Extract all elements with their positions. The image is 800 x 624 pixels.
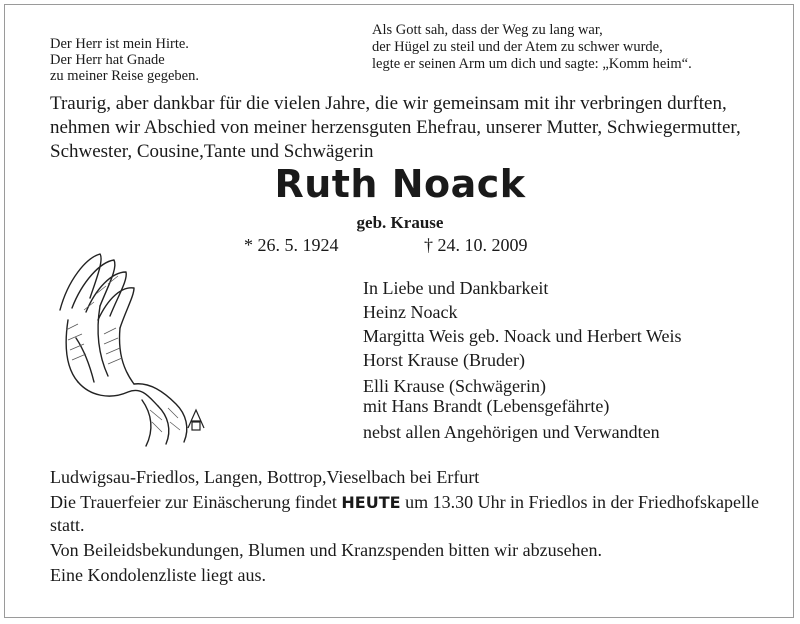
death-date: † 24. 10. 2009 xyxy=(424,235,528,255)
no-condolences-note: Von Beileidsbekundungen, Blumen und Kranzspenden bitten wir abzusehen. xyxy=(50,540,603,560)
mourner-partner: mit Hans Brandt (Lebensgefährte) xyxy=(363,396,610,416)
poem-line: der Hügel zu steil und der Atem zu schwer wurde, xyxy=(372,39,663,55)
service-text-after: um 13.30 Uhr in Friedlos in der Friedhofskapelle statt. xyxy=(50,492,760,535)
mourners-heading: In Liebe und Dankbarkeit xyxy=(363,278,549,298)
praying-hands-drawing xyxy=(38,250,218,450)
mourner-name: Elli Krause (Schwägerin) xyxy=(363,376,546,396)
psalm-line: Der Herr ist mein Hirte. xyxy=(50,36,189,52)
mourner-name: Horst Krause (Bruder) xyxy=(363,350,525,370)
condolence-list-note: Eine Kondolenzliste liegt aus. xyxy=(50,565,266,585)
places-line: Ludwigsau-Friedlos, Langen, Bottrop,Vieselbach bei Erfurt xyxy=(50,467,480,487)
poem-quote xyxy=(372,22,692,73)
poem-line: Als Gott sah, dass der Weg zu lang war, xyxy=(372,22,603,38)
monogram-icon xyxy=(188,410,204,430)
maiden-name: geb. Krause xyxy=(356,213,444,232)
mourners-list xyxy=(363,276,682,444)
poem-line: legte er seinen Arm um dich und sagte: „Komm heim“. xyxy=(372,56,692,72)
psalm-quote xyxy=(50,36,199,84)
service-announcement xyxy=(50,491,770,536)
praying-hands-icon xyxy=(38,250,218,450)
deceased-name: Ruth Noack xyxy=(274,162,526,206)
psalm-line: Der Herr hat Gnade xyxy=(50,52,165,68)
service-today: HEUTE xyxy=(341,493,401,512)
psalm-line: zu meiner Reise gegeben. xyxy=(50,68,199,84)
service-text-before: Die Trauerfeier zur Einäscherung findet xyxy=(50,492,342,512)
mourner-name: Margitta Weis geb. Noack und Herbert Weis xyxy=(363,326,682,346)
footer-info xyxy=(50,466,770,586)
intro-text: Traurig, aber dankbar für die vielen Jahre, die wir gemeinsam mit ihr verbringen durften, nehmen wir Abschied von meiner herzensguten Ehefrau, unserer Mutter, Schwiegermutter, Schwester, Cousine,Tante und Schwägerin xyxy=(50,93,741,162)
mourner-name: Heinz Noack xyxy=(363,302,458,322)
birth-date: * 26. 5. 1924 xyxy=(244,235,339,255)
mourners-closing: nebst allen Angehörigen und Verwandten xyxy=(363,422,660,442)
